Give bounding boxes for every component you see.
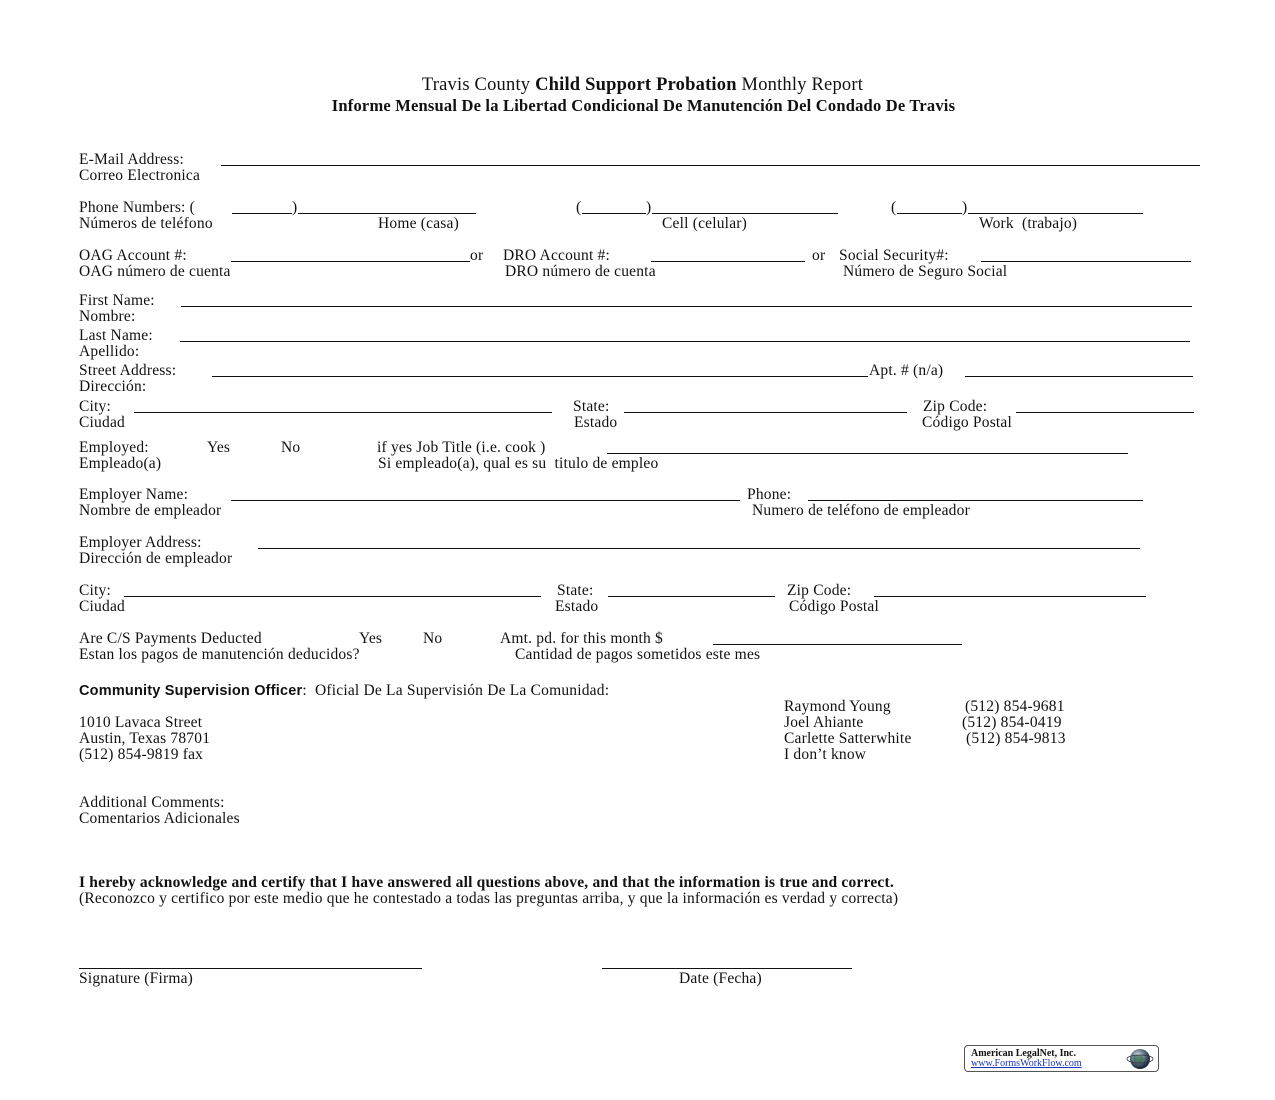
signature-label: Signature (Firma) xyxy=(79,970,194,987)
officer-phone-2: (512) 854-0419 xyxy=(962,714,1062,731)
office-city: Austin, Texas 78701 xyxy=(79,730,211,747)
first-name-label-es: Nombre: xyxy=(79,308,136,325)
employer-state-label-es: Estado xyxy=(555,598,599,615)
employer-city-field[interactable] xyxy=(124,596,541,597)
certify-text-es: (Reconozco y certifico por este medio que he contestado a todas las preguntas arriba, y que la información es verdad y correcta) xyxy=(79,890,899,907)
employer-phone-label: Phone: xyxy=(747,486,792,503)
cell-area-code-field[interactable] xyxy=(582,213,646,214)
email-field[interactable] xyxy=(221,165,1200,166)
employer-zip-field[interactable] xyxy=(874,596,1146,597)
oag-account-label: OAG Account #: xyxy=(79,247,187,264)
zip-label-es: Código Postal xyxy=(922,414,1013,431)
last-name-label-es: Apellido: xyxy=(79,343,140,360)
first-name-label: First Name: xyxy=(79,292,155,309)
last-name-label: Last Name: xyxy=(79,327,153,344)
payments-deducted-label: Are C/S Payments Deducted xyxy=(79,630,262,647)
cell-phone-field[interactable] xyxy=(652,213,838,214)
ssn-label-es: Número de Seguro Social xyxy=(843,263,1008,280)
apt-field[interactable] xyxy=(965,376,1193,377)
amount-paid-label-es: Cantidad de pagos sometidos este mes xyxy=(515,646,761,663)
employed-no-option[interactable]: No xyxy=(281,439,301,456)
city-label-es: Ciudad xyxy=(79,414,125,431)
state-label: State: xyxy=(573,398,610,415)
form-title xyxy=(0,75,1275,95)
date-label: Date (Fecha) xyxy=(679,970,762,987)
street-address-label: Street Address: xyxy=(79,362,177,379)
officer-phone-3: (512) 854-9813 xyxy=(966,730,1066,747)
payments-deducted-label-es: Estan los pagos de manutención deducidos? xyxy=(79,646,360,663)
signature-field[interactable] xyxy=(79,968,422,969)
employer-zip-label: Zip Code: xyxy=(787,582,852,599)
oag-account-label-es: OAG número de cuenta xyxy=(79,263,231,280)
employer-phone-field[interactable] xyxy=(808,500,1143,501)
work-label: Work (trabajo) xyxy=(979,215,1078,232)
email-label: E-Mail Address: xyxy=(79,151,185,168)
amount-paid-label: Amt. pd. for this month $ xyxy=(500,630,664,647)
form-title-spanish: Informe Mensual De la Libertad Condicional De Manutención Del Condado De Travis xyxy=(331,96,956,115)
first-name-field[interactable] xyxy=(181,306,1192,307)
email-label-es: Correo Electronica xyxy=(79,167,201,184)
home-phone-field[interactable] xyxy=(298,213,476,214)
comments-label-es: Comentarios Adicionales xyxy=(79,810,240,827)
dro-account-field[interactable] xyxy=(651,261,805,262)
employer-city-label-es: Ciudad xyxy=(79,598,125,615)
office-fax: (512) 854-9819 fax xyxy=(79,746,204,763)
footer-url[interactable]: www.FormsWorkFlow.com xyxy=(971,1058,1082,1069)
employer-address-label-es: Dirección de empleador xyxy=(79,550,233,567)
officer-name-2: Joel Ahiante xyxy=(784,714,864,731)
zip-field[interactable] xyxy=(1016,412,1194,413)
globe-icon xyxy=(1125,1048,1155,1070)
job-title-field[interactable] xyxy=(607,453,1128,454)
office-street: 1010 Lavaca Street xyxy=(79,714,203,731)
payments-no-option[interactable]: No xyxy=(423,630,443,647)
officer-phone-1: (512) 854-9681 xyxy=(965,698,1065,715)
job-title-label-es: Si empleado(a), qual es su titulo de empleo xyxy=(378,455,659,472)
employer-state-label: State: xyxy=(557,582,594,599)
comments-label: Additional Comments: xyxy=(79,794,225,811)
officer-unknown-option: I don’t know xyxy=(784,746,867,763)
home-paren-close: ) xyxy=(292,199,298,216)
phone-label: Phone Numbers: ( xyxy=(79,199,195,216)
employed-yes-option[interactable]: Yes xyxy=(207,439,231,456)
street-address-field[interactable] xyxy=(212,376,868,377)
dro-account-label: DRO Account #: xyxy=(503,247,610,264)
officer-name-1: Raymond Young xyxy=(784,698,891,715)
title-prefix: Travis County xyxy=(421,75,536,95)
ssn-label: Social Security#: xyxy=(839,247,949,264)
dro-account-label-es: DRO número de cuenta xyxy=(505,263,656,280)
home-area-code-field[interactable] xyxy=(232,213,292,214)
employed-label: Employed: xyxy=(79,439,149,456)
employer-address-label: Employer Address: xyxy=(79,534,202,551)
work-paren-close: ) xyxy=(962,199,968,216)
employer-address-field[interactable] xyxy=(258,548,1140,549)
employer-name-field[interactable] xyxy=(231,500,740,501)
state-label-es: Estado xyxy=(574,414,618,431)
employer-state-field[interactable] xyxy=(608,596,775,597)
title-bold: Child Support Probation xyxy=(535,75,737,95)
zip-label: Zip Code: xyxy=(923,398,988,415)
employer-city-label: City: xyxy=(79,582,112,599)
officer-name-3: Carlette Satterwhite xyxy=(784,730,912,747)
cell-paren-close: ) xyxy=(646,199,652,216)
officer-heading xyxy=(79,683,609,699)
last-name-field[interactable] xyxy=(180,341,1190,342)
cell-paren-open: ( xyxy=(576,199,582,216)
city-field[interactable] xyxy=(134,412,552,413)
employer-name-label-es: Nombre de empleador xyxy=(79,502,222,519)
apt-label: Apt. # (n/a) xyxy=(869,362,944,379)
oag-account-field[interactable] xyxy=(231,261,470,262)
footer-logo xyxy=(964,1045,1159,1072)
title-suffix: Monthly Report xyxy=(736,75,864,95)
employer-name-label: Employer Name: xyxy=(79,486,189,503)
or-text-2: or xyxy=(812,247,826,264)
employer-zip-label-es: Código Postal xyxy=(789,598,880,615)
officer-label: Community Supervision Officer xyxy=(79,683,303,699)
or-text-1: or xyxy=(470,247,484,264)
work-area-code-field[interactable] xyxy=(897,213,962,214)
job-title-label: if yes Job Title (i.e. cook ) xyxy=(377,439,546,456)
work-phone-field[interactable] xyxy=(968,213,1143,214)
footer-company: American LegalNet, Inc. xyxy=(971,1048,1076,1059)
certify-text: I hereby acknowledge and certify that I have answered all questions above, and that the information is true and correct. xyxy=(79,874,894,891)
payments-yes-option[interactable]: Yes xyxy=(359,630,383,647)
ssn-field[interactable] xyxy=(981,261,1191,262)
home-label: Home (casa) xyxy=(378,215,459,232)
work-paren-open: ( xyxy=(891,199,897,216)
amount-paid-field[interactable] xyxy=(713,644,962,645)
state-field[interactable] xyxy=(624,412,907,413)
phone-label-es: Números de teléfono xyxy=(79,215,213,232)
city-label: City: xyxy=(79,398,112,415)
officer-label-es: : Oficial De La Supervisión De La Comunidad: xyxy=(302,682,610,699)
date-field[interactable] xyxy=(602,968,852,969)
employed-label-es: Empleado(a) xyxy=(79,455,162,472)
street-address-label-es: Dirección: xyxy=(79,378,147,395)
employer-phone-label-es: Numero de teléfono de empleador xyxy=(752,502,970,519)
cell-label: Cell (celular) xyxy=(662,215,747,232)
